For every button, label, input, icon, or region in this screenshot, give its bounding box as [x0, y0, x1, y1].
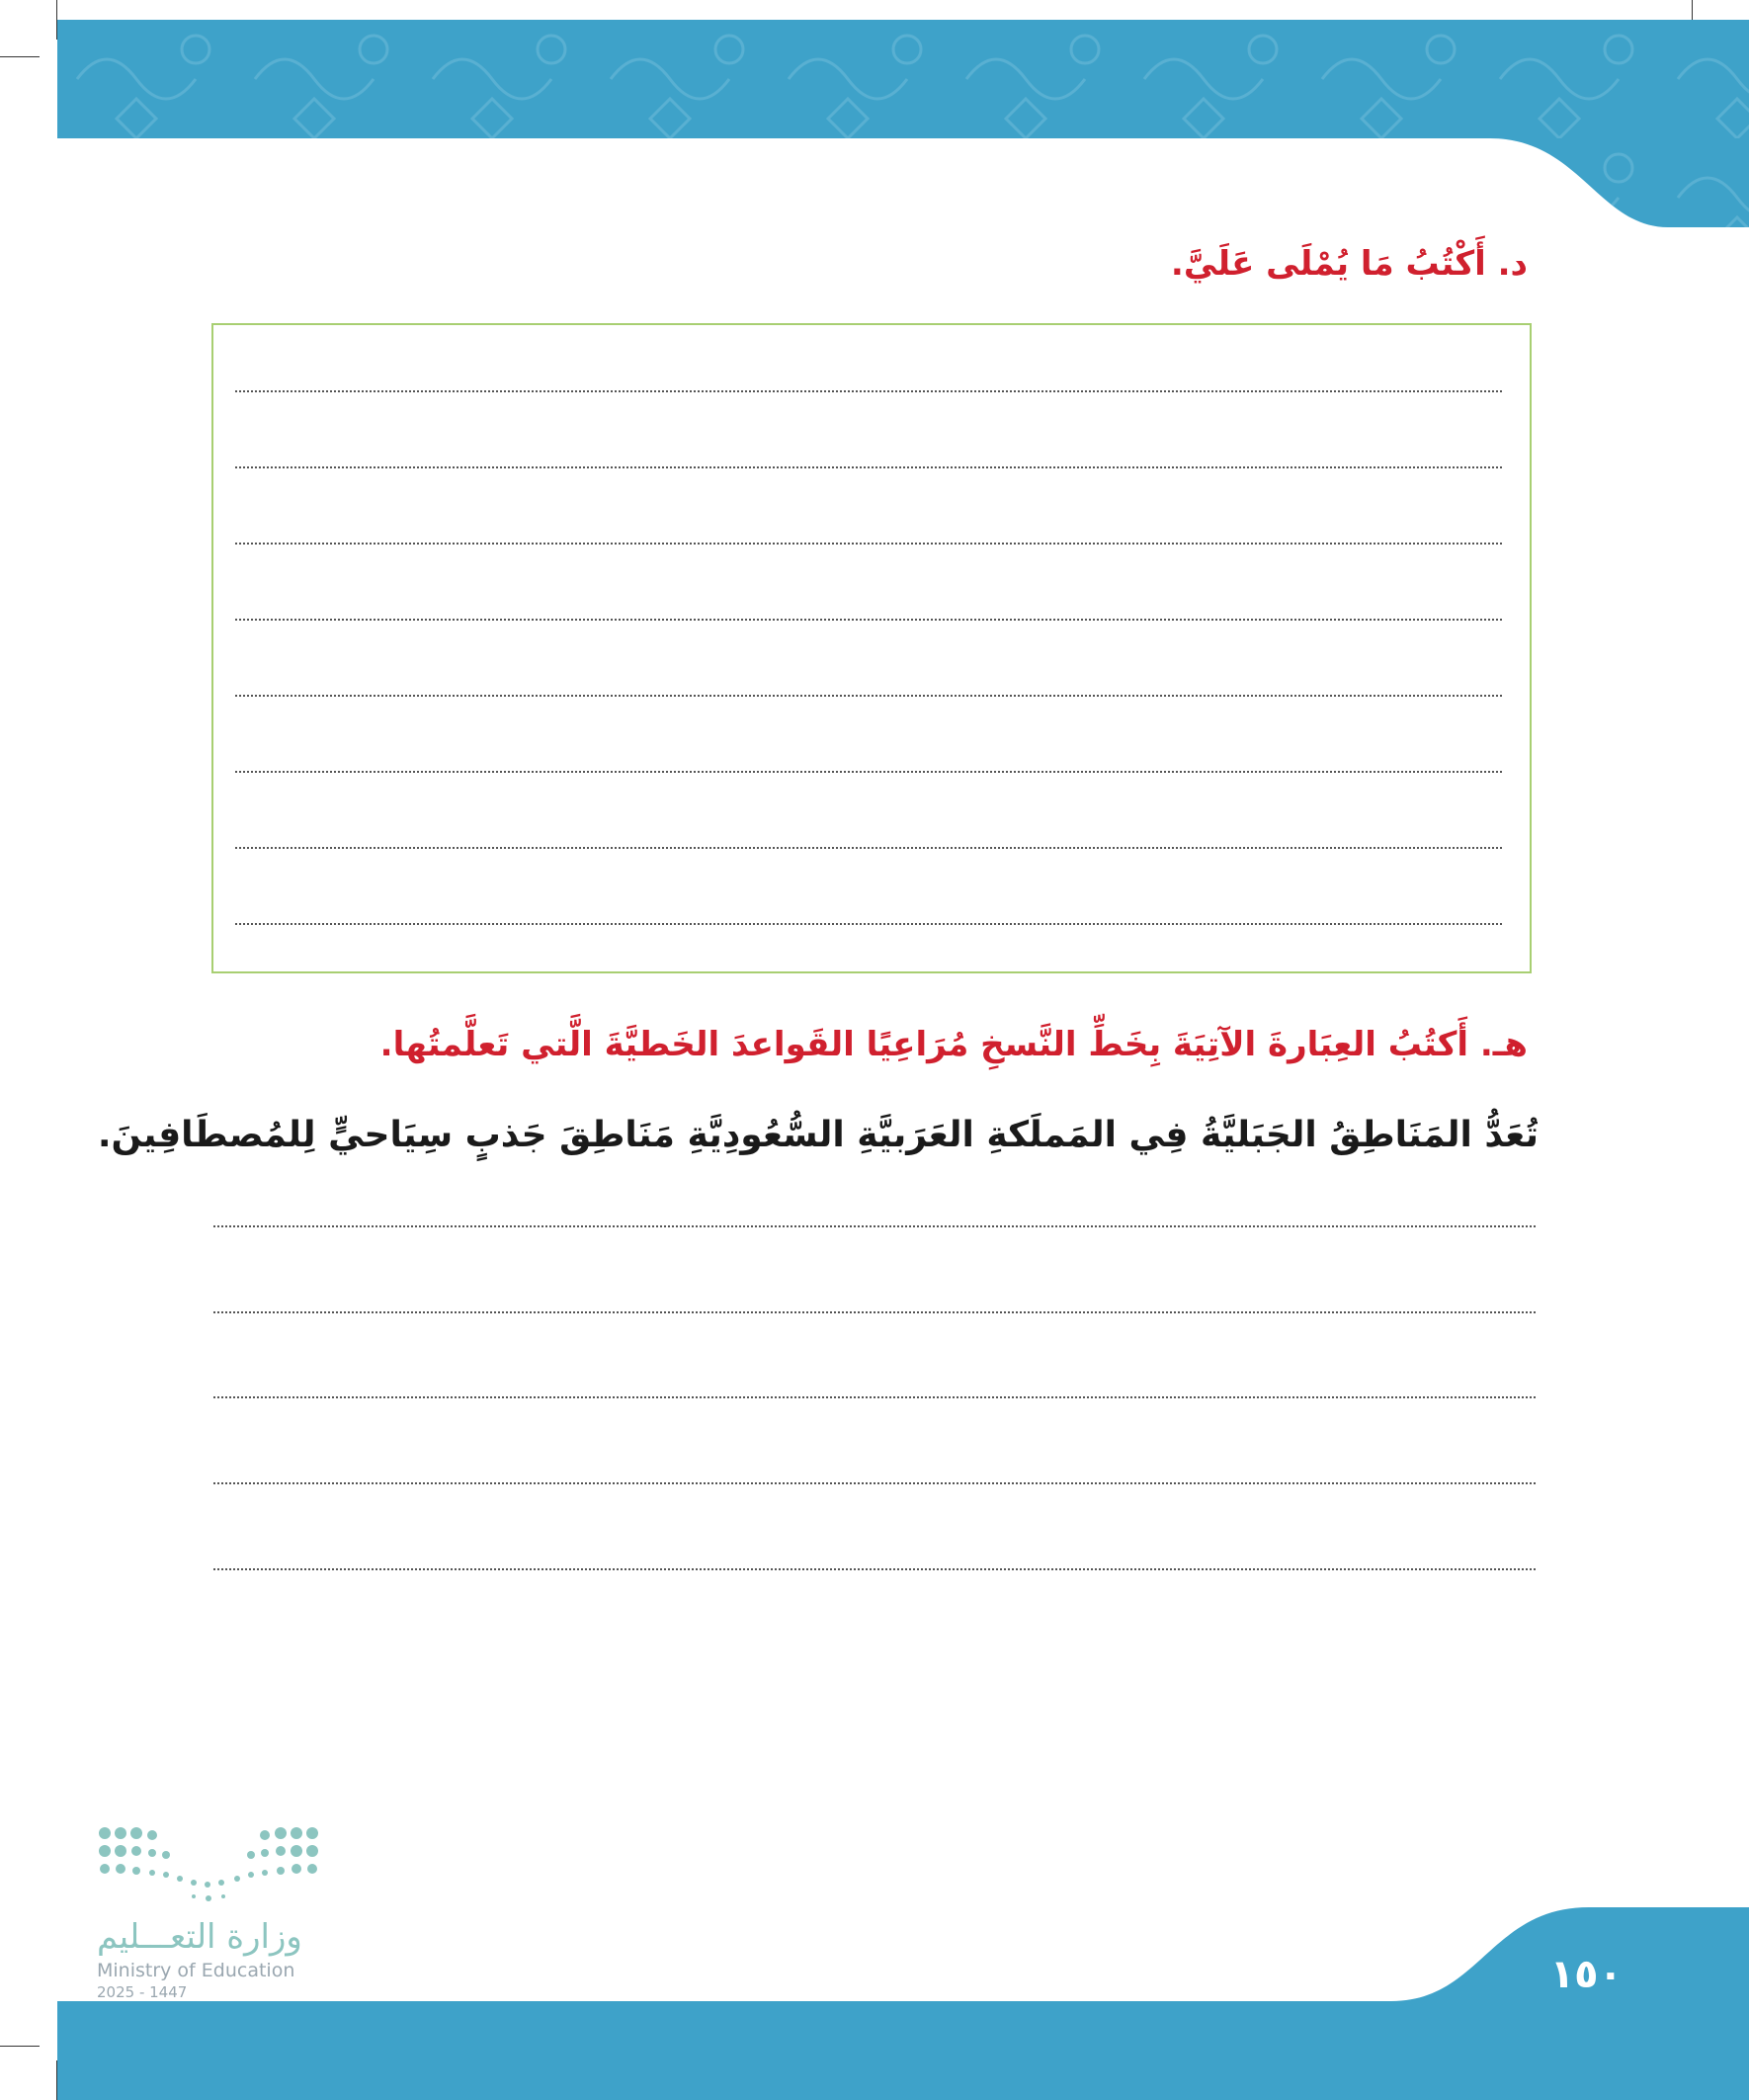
ministry-name-arabic: وزارة التعـــليم	[97, 1917, 302, 1957]
ministry-name-english: Ministry of Education	[97, 1960, 295, 1981]
writing-line[interactable]	[235, 695, 1502, 697]
writing-line[interactable]	[213, 1225, 1536, 1227]
writing-line[interactable]	[235, 619, 1502, 621]
writing-line[interactable]	[235, 390, 1502, 392]
writing-line[interactable]	[235, 847, 1502, 849]
writing-line[interactable]	[213, 1311, 1536, 1313]
copy-sentence: تُعَدُّ المَنَاطِقُ الجَبَليَّةُ فِي المَملَكةِ العَرَبيَّةِ السُّعُودِيَّةِ مَنَاطِقَ جَذبٍ سِيَاحيٍّ لِلمُصطَافِينَ.	[97, 1115, 1539, 1155]
writing-line[interactable]	[213, 1482, 1536, 1484]
crop-mark	[0, 56, 40, 57]
writing-line[interactable]	[235, 543, 1502, 545]
section-d-title: د. أَكْتُبُ مَا يُمْلَى عَلَيَّ.	[1170, 244, 1528, 284]
writing-line[interactable]	[235, 771, 1502, 773]
writing-line[interactable]	[235, 923, 1502, 925]
writing-line[interactable]	[213, 1568, 1536, 1570]
writing-line[interactable]	[235, 466, 1502, 468]
section-h-title: هـ. أَكتُبُ العِبَارةَ الآتِيَةَ بِخَطِّ النَّسخِ مُرَاعِيًا القَواعدَ الخَطيَّةَ الَّتي تَعلَّمتُها.	[379, 1025, 1528, 1064]
crop-mark	[0, 2046, 40, 2047]
header-band	[57, 20, 1749, 237]
dictation-box	[211, 323, 1532, 973]
edition-year: 2025 - 1447	[97, 1983, 188, 2001]
page-number: ١٥٠	[1549, 1952, 1623, 1997]
writing-line[interactable]	[213, 1396, 1536, 1398]
